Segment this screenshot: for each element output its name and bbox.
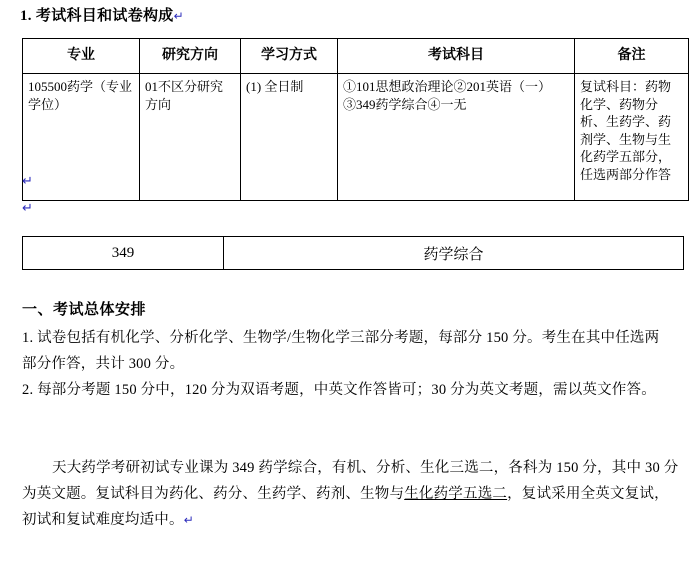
section-item-2: 2. 每部分考题 150 分中，120 分为双语考题，中英文作答皆可；30 分为英文考题，需以英文作答。 — [22, 382, 656, 398]
header-direction: 研究方向 — [140, 39, 241, 74]
table-row — [23, 237, 684, 270]
summary-lead-text: 天大药学考研初试专业课为 349 药学综合，有机、分析、生化三选二，各科为 150 分，其中 30 分为英文题。复试科目为药化、药分、生药学、药剂、生物与 — [22, 460, 679, 502]
header-major: 专业 — [23, 39, 140, 74]
section-title: 一、考试总体安排 — [22, 302, 147, 318]
header-subjects: 考试科目 — [338, 39, 575, 74]
exam-subjects-table-head — [23, 39, 689, 74]
cell-direction: 01不区分研究方向 — [140, 74, 241, 201]
cell-subject-name: 药学综合 — [224, 237, 684, 270]
cell-subject-code: 349 — [23, 237, 224, 270]
cell-remark: 复试科目：药物化学、药物分析、生药学、药剂学、生物与生化药学五部分，任选两部分作答 — [575, 74, 689, 201]
paragraph-mark-icon-2: ↵ — [22, 200, 33, 215]
section-item-1: 1. 试卷包括有机化学、分析化学、生物学/生物化学三部分考题，每部分 150 分。考生在其中任选两部分作答，共计 300 分。 — [22, 330, 660, 372]
paragraph-mark-icon: ↵ — [173, 9, 184, 23]
header-remark: 备注 — [575, 39, 689, 74]
exam-subjects-table-body — [23, 74, 689, 201]
summary-tail-text: ，复试采用全英文复试，初试和复试难度均适中。 — [22, 486, 669, 528]
paragraph-mark-icon-3: ↵ — [183, 513, 194, 527]
cell-study-mode: (1) 全日制 — [241, 74, 338, 201]
summary-underlined-text: 生化药学五选二 — [404, 486, 508, 502]
header-study-mode: 学习方式 — [241, 39, 338, 74]
subject-code-table-body — [23, 237, 684, 270]
table-row — [23, 74, 689, 201]
page-title-text: 1. 考试科目和试卷构成 — [20, 8, 174, 24]
subject-code-table — [22, 236, 684, 270]
cell-subjects: ①101思想政治理论②201英语（一）③349药学综合④一无 — [338, 74, 575, 201]
table-header-row — [23, 39, 689, 74]
summary-paragraph — [22, 455, 682, 533]
page-title — [20, 4, 184, 25]
cell-major: 105500药学（专业学位） — [23, 74, 140, 201]
paragraph-mark-icon-1: ↵ — [22, 173, 33, 188]
exam-subjects-table — [22, 38, 689, 201]
